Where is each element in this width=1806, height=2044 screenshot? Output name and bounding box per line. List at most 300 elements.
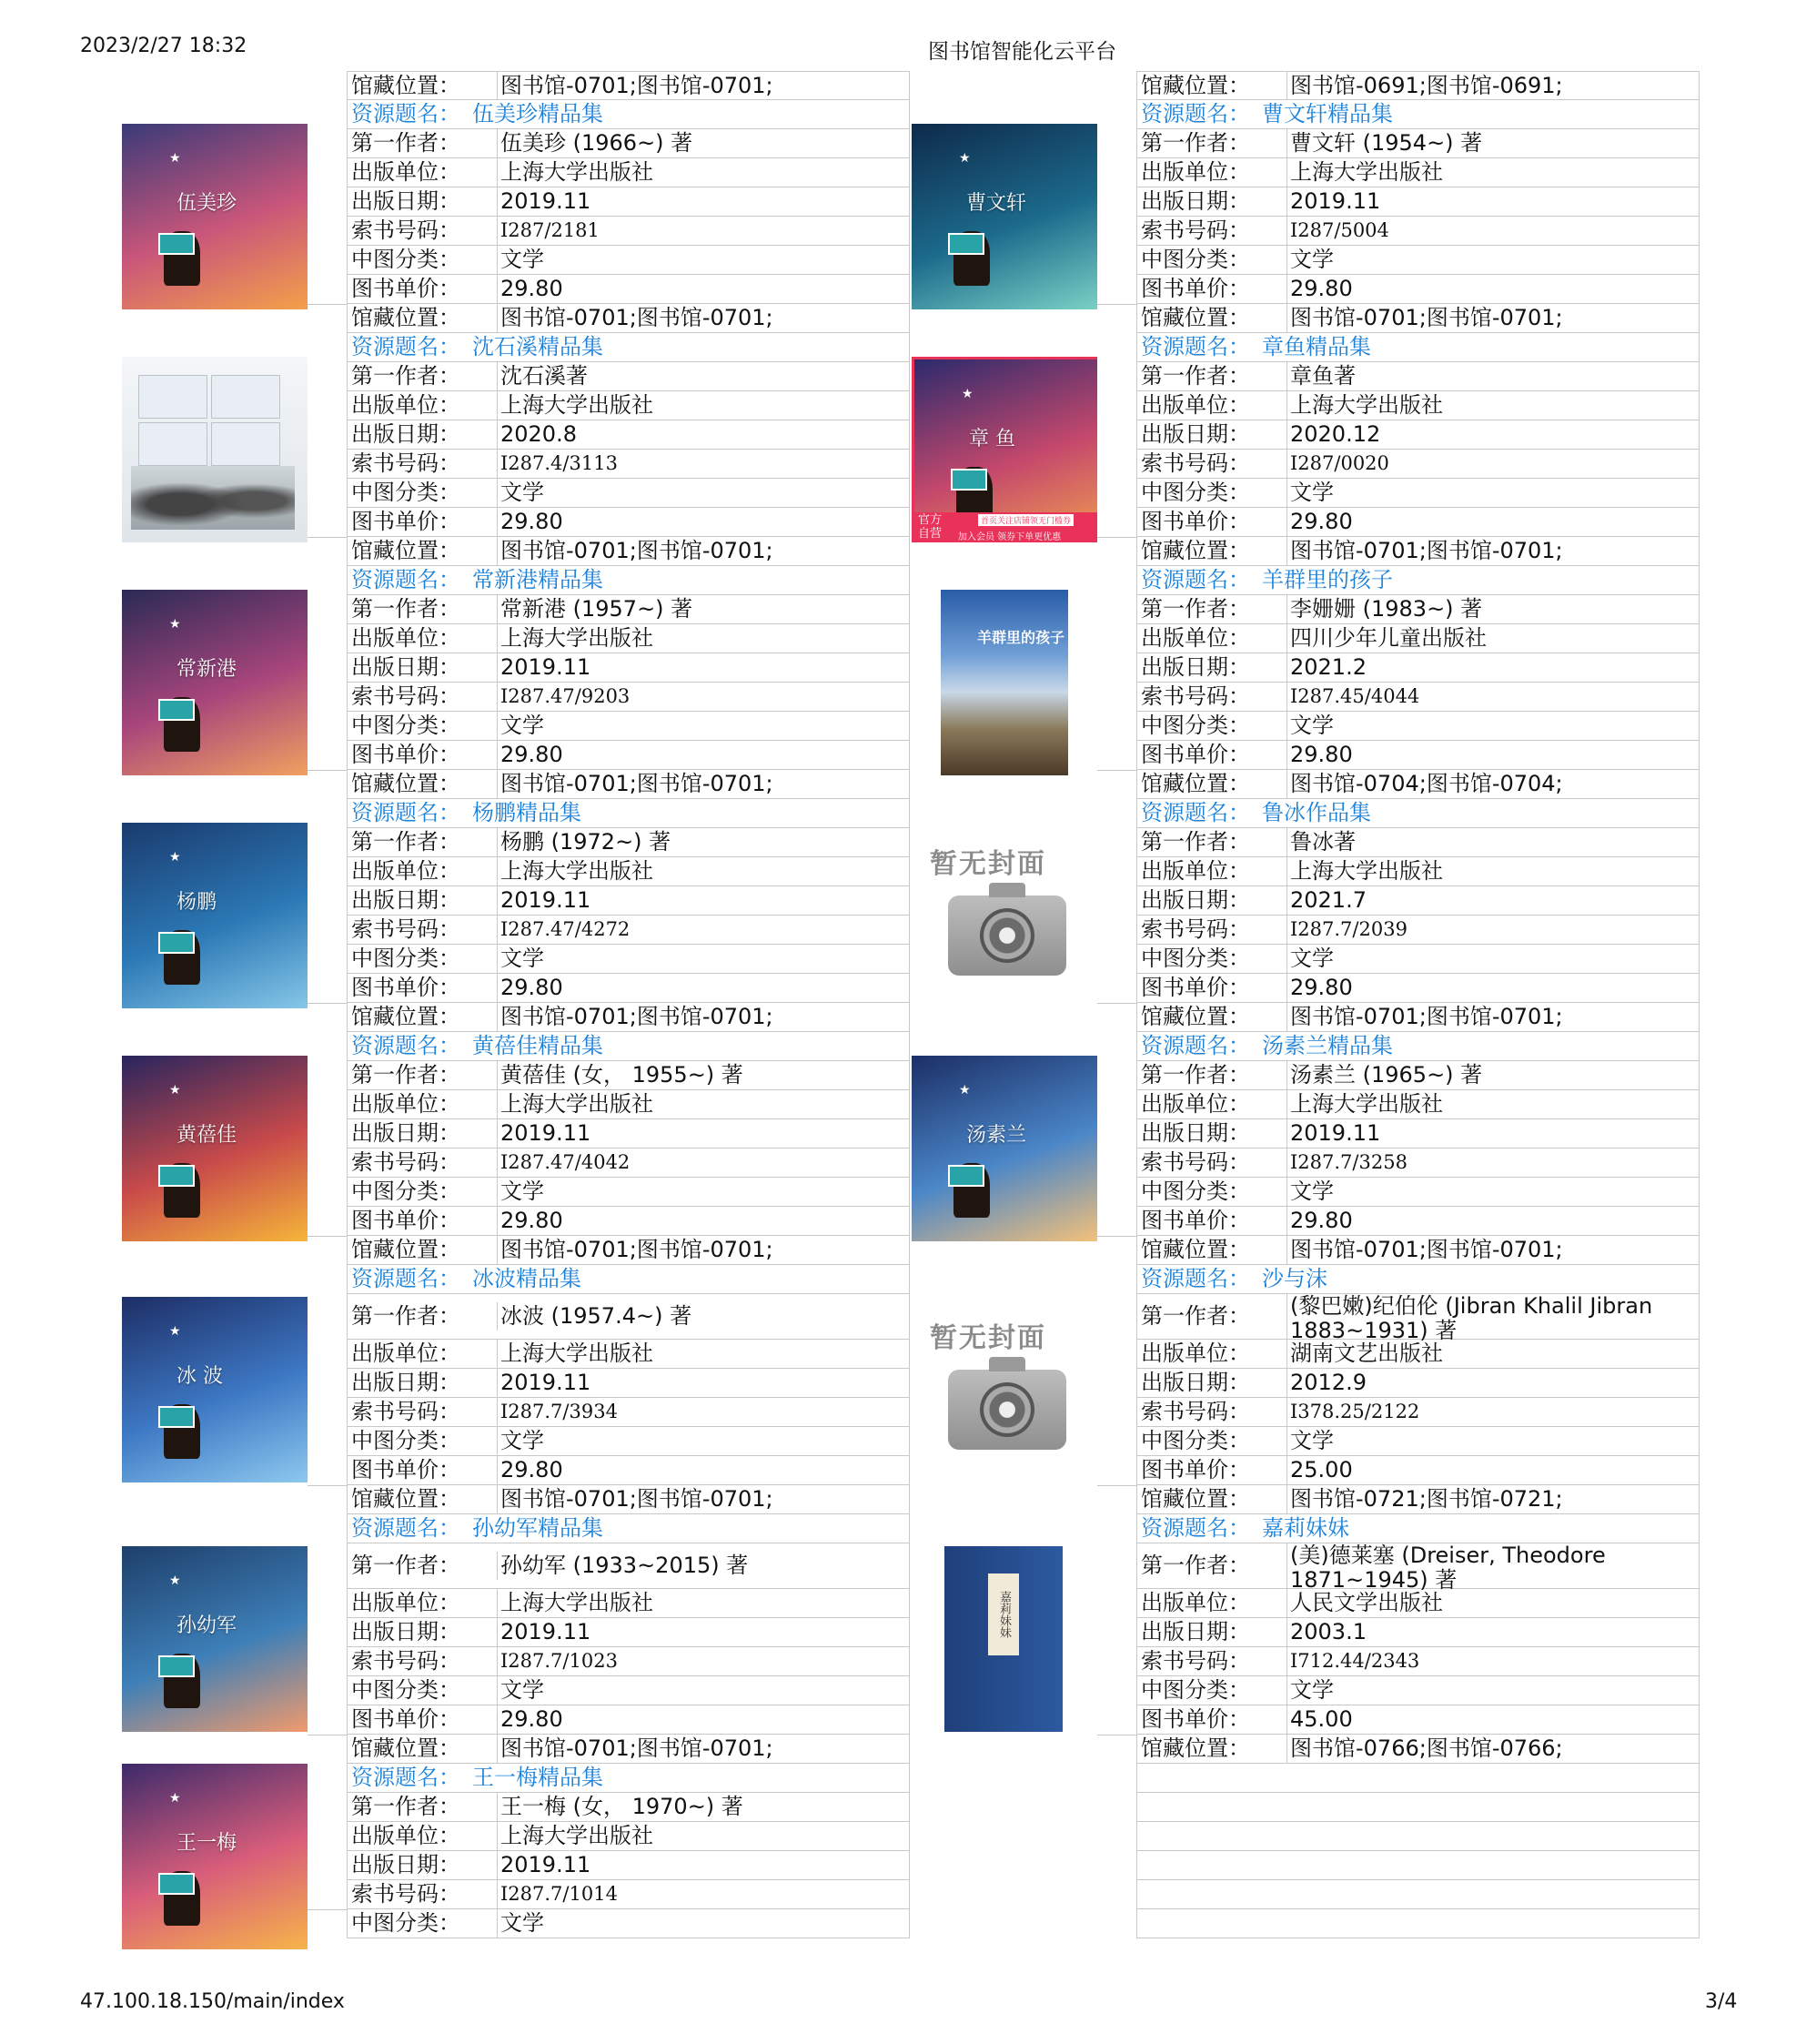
field-value: 2012.9 (1286, 1369, 1695, 1397)
field-row-title[interactable] (1136, 333, 1700, 362)
official-store-tag: 官方 自营 (918, 513, 943, 541)
field-row-location (347, 1485, 910, 1514)
field-label: 索书号码： (351, 1881, 460, 1907)
field-value: I378.25/2122 (1286, 1398, 1695, 1426)
field-label: 出版单位： (351, 1091, 460, 1117)
cover-cell (910, 799, 1136, 1032)
field-label: 馆藏位置： (351, 73, 460, 98)
field-row-price (347, 508, 910, 537)
field-label: 中图分类： (1141, 946, 1250, 971)
field-label: 出版单位： (1141, 625, 1250, 651)
field-row-author (1136, 362, 1700, 391)
field-value: I287.7/1023 (497, 1647, 905, 1675)
field-row-author (1136, 1543, 1700, 1593)
cover-series-mark: ★ (169, 1083, 181, 1098)
field-row-location (1136, 304, 1700, 333)
field-row-publisher (347, 1090, 910, 1119)
field-row-title[interactable] (347, 100, 910, 129)
divider (1097, 304, 1136, 305)
field-label: 第一作者： (351, 130, 460, 156)
field-value: 2020.12 (1286, 420, 1695, 449)
field-label: 索书号码： (351, 683, 460, 709)
book-cover-image[interactable] (912, 1297, 1097, 1482)
field-label: 出版单位： (351, 392, 460, 418)
member-promo: 加入会员 领券下单更优惠 (958, 532, 1062, 542)
field-row-location (347, 71, 910, 100)
field-value: 图书馆-0701;图书馆-0701; (1286, 1003, 1695, 1031)
field-label: 第一作者： (1141, 1303, 1250, 1329)
book-record[interactable] (910, 799, 1700, 1032)
field-row-title[interactable] (1136, 1032, 1700, 1061)
book-cover-image[interactable] (122, 590, 308, 775)
field-value: 图书馆-0701;图书馆-0701; (497, 72, 905, 100)
field-value: 文学 (1286, 1178, 1695, 1206)
book-record[interactable] (120, 1514, 910, 1764)
field-value: 2019.11 (497, 1119, 905, 1148)
field-label: 馆藏位置： (351, 1237, 460, 1262)
record-continuation (910, 71, 1700, 100)
field-value: 图书馆-0701;图书馆-0701; (497, 537, 905, 565)
book-title-link[interactable]: 曹文轩精品集 (1262, 101, 1393, 126)
book-record[interactable] (120, 566, 910, 799)
book-cover-image[interactable] (122, 124, 308, 309)
field-row-title[interactable] (347, 1032, 910, 1061)
field-row-author (347, 828, 910, 857)
field-label: 出版日期： (1141, 654, 1250, 680)
field-label: 第一作者： (351, 829, 460, 855)
field-row-callno (1136, 217, 1700, 246)
field-row-callno (347, 1880, 910, 1909)
field-label: 出版日期： (351, 188, 460, 214)
field-row-class (1136, 945, 1700, 974)
field-row-title[interactable] (347, 799, 910, 828)
field-value: 上海大学出版社 (497, 391, 905, 420)
field-row-callno (1136, 1398, 1700, 1427)
field-label: 第一作者： (351, 1303, 460, 1329)
field-label: 第一作者： (351, 1553, 460, 1578)
field-label: 第一作者： (1141, 596, 1250, 622)
field-row-price (347, 1456, 910, 1485)
cover-series-mark: ★ (959, 151, 971, 166)
field-value: 杨鹏 (1972~) 著 (497, 828, 905, 856)
field-label: 资源题名： (351, 1266, 460, 1291)
cover-title: 章 鱼 (969, 428, 1015, 450)
field-label: 出版日期： (1141, 1120, 1250, 1146)
field-row-date (1136, 886, 1700, 916)
field-row-location (347, 1236, 910, 1265)
field-label: 资源题名： (1141, 567, 1250, 592)
field-row-class (347, 479, 910, 508)
empty-row (1136, 1880, 1700, 1909)
camera-icon (948, 896, 1066, 976)
cover-cell (120, 1265, 347, 1514)
field-value: 上海大学出版社 (497, 857, 905, 885)
field-row-publisher (1136, 391, 1700, 420)
book-title-link[interactable]: 嘉莉妹妹 (1262, 1515, 1349, 1541)
cover-badge (158, 233, 195, 255)
field-row-callno (347, 1398, 910, 1427)
field-value: 图书馆-0701;图书馆-0701; (1286, 304, 1695, 332)
field-value: I712.44/2343 (1286, 1647, 1695, 1675)
field-label: 资源题名： (351, 1033, 460, 1058)
field-row-class (1136, 479, 1700, 508)
field-value: 图书馆-0701;图书馆-0701; (1286, 1236, 1695, 1264)
field-value: I287.4/3113 (497, 450, 905, 478)
field-label: 索书号码： (1141, 1399, 1250, 1424)
field-row-author (347, 129, 910, 158)
field-label: 中图分类： (351, 1910, 460, 1936)
field-value: I287.7/3934 (497, 1398, 905, 1426)
field-label: 图书单价： (351, 742, 460, 767)
field-value: 鲁冰著 (1286, 828, 1695, 856)
book-title-link[interactable]: 沈石溪精品集 (472, 334, 603, 359)
field-label: 馆藏位置： (1141, 1004, 1250, 1029)
book-record[interactable] (910, 1514, 1700, 1764)
cover-cell (120, 799, 347, 1032)
field-row-callno (1136, 1148, 1700, 1178)
divider (308, 770, 347, 771)
cover-cell (120, 1514, 347, 1764)
left-column (120, 71, 910, 1964)
field-row-callno (347, 916, 910, 945)
book-record[interactable] (120, 100, 910, 333)
field-row-author (347, 1294, 910, 1340)
field-label: 出版日期： (351, 421, 460, 447)
field-row-callno (347, 683, 910, 712)
field-row-price (1136, 508, 1700, 537)
book-cover-image[interactable] (122, 1297, 308, 1482)
field-label: 馆藏位置： (1141, 771, 1250, 796)
field-row-title[interactable] (1136, 799, 1700, 828)
field-label: 第一作者： (1141, 130, 1250, 156)
field-value: 图书馆-0766;图书馆-0766; (1286, 1735, 1695, 1763)
field-label: 索书号码： (1141, 916, 1250, 942)
cover-title: 黄蓓佳 (177, 1124, 237, 1147)
book-record[interactable] (910, 333, 1700, 566)
field-value: 45.00 (1286, 1705, 1695, 1734)
field-label: 出版单位： (1141, 1091, 1250, 1117)
book-cover-image[interactable] (122, 1056, 308, 1241)
field-row-title[interactable] (1136, 1265, 1700, 1294)
book-title-link[interactable]: 孙幼军精品集 (472, 1515, 603, 1541)
field-value: 2019.11 (1286, 187, 1695, 216)
field-row-price (347, 275, 910, 304)
field-label: 馆藏位置： (351, 538, 460, 563)
field-value: I287/5004 (1286, 217, 1695, 245)
book-title-link[interactable]: 沙与沫 (1262, 1266, 1327, 1291)
cover-cell (910, 1514, 1136, 1764)
cover-series-mark: ★ (169, 1573, 181, 1588)
field-value: 2019.11 (497, 1618, 905, 1646)
field-row-date (347, 886, 910, 916)
book-title-link[interactable]: 冰波精品集 (472, 1266, 581, 1291)
field-label: 出版单位： (351, 1341, 460, 1366)
field-label: 中图分类： (1141, 247, 1250, 272)
cover-cell (910, 566, 1136, 799)
field-row-title[interactable] (347, 1764, 910, 1793)
field-row-publisher (347, 1589, 910, 1618)
field-value: 29.80 (497, 1705, 905, 1734)
field-row-title[interactable] (1136, 566, 1700, 595)
field-value: I287.7/3258 (1286, 1148, 1695, 1177)
book-cover-image[interactable] (122, 1546, 308, 1732)
field-value: 汤素兰 (1965~) 著 (1286, 1061, 1695, 1089)
book-title-link[interactable]: 伍美珍精品集 (472, 101, 603, 126)
field-value: 图书馆-0701;图书馆-0701; (497, 304, 905, 332)
divider (1097, 537, 1136, 538)
field-label: 索书号码： (351, 1399, 460, 1424)
field-row-callno (347, 1148, 910, 1178)
field-label: 出版日期： (1141, 887, 1250, 913)
field-label: 馆藏位置： (351, 1735, 460, 1761)
field-value: 文学 (497, 1676, 905, 1705)
box-set-book (138, 375, 207, 419)
book-title-link[interactable]: 汤素兰精品集 (1262, 1033, 1393, 1058)
field-row-publisher (1136, 158, 1700, 187)
field-label: 中图分类： (351, 1428, 460, 1453)
field-row-class (347, 1178, 910, 1207)
field-label: 出版日期： (351, 654, 460, 680)
field-value: 上海大学出版社 (497, 1090, 905, 1118)
cover-cell (120, 566, 347, 799)
field-label: 出版单位： (1141, 1590, 1250, 1615)
field-label: 索书号码： (351, 916, 460, 942)
footer-url: 47.100.18.150/main/index (80, 1990, 345, 2013)
divider (308, 537, 347, 538)
field-label: 索书号码： (351, 450, 460, 476)
field-row-title[interactable] (347, 566, 910, 595)
field-value: 图书馆-0701;图书馆-0701; (497, 1735, 905, 1763)
field-value: 孙幼军 (1933~2015) 著 (497, 1552, 905, 1580)
cover-badge (158, 1655, 195, 1677)
book-record[interactable] (120, 1032, 910, 1265)
field-row-publisher (1136, 1340, 1700, 1369)
field-value: 上海大学出版社 (497, 1340, 905, 1368)
field-row-callno (1136, 1647, 1700, 1676)
field-value: 上海大学出版社 (497, 624, 905, 653)
field-row-class (347, 1676, 910, 1705)
field-value: 2019.11 (1286, 1119, 1695, 1148)
field-label: 图书单价： (351, 975, 460, 1000)
field-value: 文学 (1286, 479, 1695, 507)
book-record[interactable] (120, 333, 910, 566)
empty-row (1136, 1909, 1700, 1938)
field-value: 2019.11 (497, 1851, 905, 1879)
book-record[interactable] (910, 566, 1700, 799)
cover-title: 羊群里的孩子 (977, 629, 1065, 646)
book-record[interactable] (910, 100, 1700, 333)
field-label: 图书单价： (1141, 1706, 1250, 1732)
right-column (910, 71, 1700, 1964)
book-cover-image[interactable] (912, 1056, 1097, 1241)
book-record[interactable] (120, 799, 910, 1032)
field-label: 第一作者： (351, 363, 460, 389)
field-row-price (347, 1705, 910, 1735)
field-value: 文学 (497, 945, 905, 973)
field-value: I287/0020 (1286, 450, 1695, 478)
cover-series-mark: ★ (169, 1324, 181, 1339)
book-cover-image[interactable] (912, 1546, 1097, 1732)
field-row-date (1136, 653, 1700, 683)
divider (308, 1236, 347, 1237)
box-set-book (138, 422, 207, 466)
field-row-date (347, 1119, 910, 1148)
field-row-title[interactable] (347, 333, 910, 362)
field-label: 中图分类： (1141, 1677, 1250, 1703)
field-value: 图书馆-0701;图书馆-0701; (1286, 537, 1695, 565)
field-value: 文学 (497, 1427, 905, 1455)
cover-title: 冰 波 (177, 1365, 223, 1388)
book-title-link[interactable]: 常新港精品集 (472, 567, 603, 592)
field-label: 馆藏位置： (1141, 305, 1250, 330)
book-title-link[interactable]: 杨鹏精品集 (472, 800, 581, 825)
field-row-date (1136, 187, 1700, 217)
empty-row (1136, 1822, 1700, 1851)
cover-badge (948, 1165, 984, 1187)
field-value: 图书馆-0704;图书馆-0704; (1286, 770, 1695, 798)
field-label: 出版日期： (1141, 421, 1250, 447)
field-label: 馆藏位置： (351, 771, 460, 796)
field-label: 图书单价： (1141, 975, 1250, 1000)
book-title-link[interactable]: 章鱼精品集 (1262, 334, 1371, 359)
field-label: 资源题名： (1141, 334, 1250, 359)
field-value: 25.00 (1286, 1456, 1695, 1484)
field-row-class (1136, 1676, 1700, 1705)
cover-cell (910, 100, 1136, 333)
field-value: 29.80 (497, 1456, 905, 1484)
field-row-class (1136, 712, 1700, 741)
book-record[interactable] (910, 1032, 1700, 1265)
divider (308, 1485, 347, 1486)
field-label: 第一作者： (1141, 829, 1250, 855)
field-value: (美)德莱塞 (Dreiser, Theodore 1871~1945) 著 (1286, 1543, 1695, 1593)
field-value: 29.80 (1286, 974, 1695, 1002)
book-cover-image[interactable] (912, 357, 1097, 542)
divider (1097, 770, 1136, 771)
book-title-link[interactable]: 王一梅精品集 (472, 1765, 603, 1790)
book-cover-image[interactable] (122, 823, 308, 1008)
field-value: 伍美珍 (1966~) 著 (497, 129, 905, 157)
field-label: 出版单位： (1141, 858, 1250, 884)
cover-badge (158, 699, 195, 721)
book-cover-image[interactable] (122, 357, 308, 542)
field-row-price (1136, 1456, 1700, 1485)
field-row-class (1136, 246, 1700, 275)
field-row-title[interactable] (347, 1514, 910, 1543)
field-value: 章鱼著 (1286, 362, 1695, 390)
field-value: 图书馆-0691;图书馆-0691; (1286, 72, 1695, 100)
field-row-title[interactable] (347, 1265, 910, 1294)
field-label: 图书单价： (1141, 742, 1250, 767)
field-row-location (1136, 1003, 1700, 1032)
field-label: 中图分类： (351, 480, 460, 505)
book-record[interactable] (120, 1764, 910, 1938)
field-label: 中图分类： (1141, 713, 1250, 738)
field-label: 图书单价： (1141, 1208, 1250, 1233)
field-value: 2003.1 (1286, 1618, 1695, 1646)
field-value: 上海大学出版社 (497, 1589, 905, 1617)
field-value: 上海大学出版社 (497, 158, 905, 187)
field-value: 沈石溪著 (497, 362, 905, 390)
field-row-publisher (347, 1822, 910, 1851)
field-row-author (347, 595, 910, 624)
print-datetime: 2023/2/27 18:32 (80, 35, 247, 57)
cover-title: 嘉莉妹妹 (988, 1573, 1019, 1655)
field-row-price (347, 741, 910, 770)
cover-cell (910, 1032, 1136, 1265)
field-label: 出版日期： (351, 1120, 460, 1146)
cover-badge (948, 233, 984, 255)
field-value: 文学 (1286, 1676, 1695, 1705)
field-label: 出版单位： (1141, 159, 1250, 185)
field-row-title[interactable] (1136, 1514, 1700, 1543)
field-row-title[interactable] (1136, 100, 1700, 129)
book-title-link[interactable]: 鲁冰作品集 (1262, 800, 1371, 825)
field-row-price (1136, 1207, 1700, 1236)
field-value: I287/2181 (497, 217, 905, 245)
field-value: 文学 (497, 712, 905, 740)
field-value: 2019.11 (497, 187, 905, 216)
book-title-link[interactable]: 羊群里的孩子 (1262, 567, 1393, 592)
book-cover-image[interactable] (912, 823, 1097, 1008)
book-title-link[interactable]: 黄蓓佳精品集 (472, 1033, 603, 1058)
field-label: 馆藏位置： (351, 1486, 460, 1512)
record-continuation (120, 71, 910, 100)
field-row-date (347, 1851, 910, 1880)
field-label: 图书单价： (351, 276, 460, 301)
box-set-book (211, 422, 280, 466)
divider (1097, 1485, 1136, 1486)
field-row-callno (1136, 450, 1700, 479)
field-value: I287.7/1014 (497, 1880, 905, 1908)
field-value: 2019.11 (497, 1369, 905, 1397)
field-row-callno (347, 217, 910, 246)
book-cover-image[interactable] (122, 1764, 308, 1949)
field-row-publisher (1136, 624, 1700, 653)
cover-series-mark: ★ (962, 387, 974, 401)
book-cover-image[interactable] (912, 590, 1097, 775)
field-value: 图书馆-0701;图书馆-0701; (497, 1003, 905, 1031)
field-row-class (347, 1909, 910, 1938)
field-value: 图书馆-0701;图书馆-0701; (497, 1236, 905, 1264)
field-value: 文学 (1286, 945, 1695, 973)
field-label: 图书单价： (351, 1457, 460, 1482)
field-value: 29.80 (1286, 1207, 1695, 1235)
field-value: 文学 (497, 479, 905, 507)
field-label: 索书号码： (1141, 683, 1250, 709)
field-value: 曹文轩 (1954~) 著 (1286, 129, 1695, 157)
field-label: 中图分类： (1141, 1179, 1250, 1204)
book-record[interactable] (910, 1265, 1700, 1514)
divider (1097, 1003, 1136, 1004)
field-value: 2020.8 (497, 420, 905, 449)
empty-row (1136, 1793, 1700, 1822)
cover-series-mark: ★ (169, 617, 181, 632)
field-label: 第一作者： (1141, 1553, 1250, 1578)
field-value: (黎巴嫩)纪伯伦 (Jibran Khalil Jibran 1883~1931) 著 (1286, 1294, 1695, 1343)
book-cover-image[interactable] (912, 124, 1097, 309)
cover-series-mark: ★ (169, 1791, 181, 1806)
field-label: 馆藏位置： (1141, 538, 1250, 563)
field-value: 2019.11 (497, 886, 905, 915)
follow-promo: 首页关注店铺领无门槛券 (978, 514, 1074, 526)
book-record[interactable] (120, 1265, 910, 1514)
field-row-author (1136, 129, 1700, 158)
divider (308, 304, 347, 305)
field-row-callno (1136, 916, 1700, 945)
cover-series-mark: ★ (169, 850, 181, 865)
field-label: 第一作者： (1141, 363, 1250, 389)
